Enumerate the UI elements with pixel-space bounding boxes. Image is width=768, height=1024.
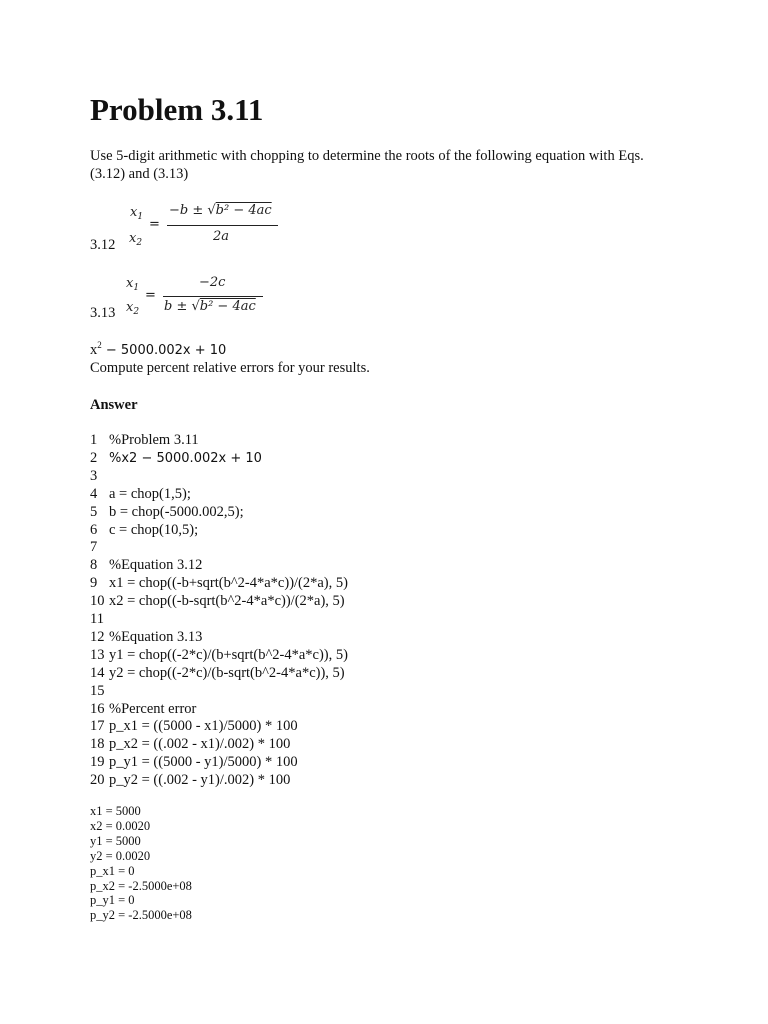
code-line-number: 18 (90, 736, 105, 753)
eq313-label: 3.13 (90, 305, 116, 321)
page-title: Problem 3.11 (90, 92, 264, 127)
code-line (90, 556, 202, 574)
code-line (90, 700, 196, 718)
eq313-numerator: −2c (199, 275, 226, 290)
eq313-equals: = (145, 288, 156, 303)
code-line (90, 628, 202, 646)
code-line (90, 467, 109, 485)
intro-line-2: (3.12) and (3.13) (90, 166, 189, 182)
code-line-number: 8 (90, 557, 98, 574)
code-line-number: 9 (90, 575, 98, 592)
code-line-text: y2 = chop((-2*c)/(b-sqrt(b^2-4*a*c)), 5) (109, 664, 345, 681)
code-line-number: 15 (90, 682, 105, 699)
code-line-number: 12 (90, 628, 105, 645)
code-line-text: %Equation 3.13 (109, 628, 203, 645)
code-line (90, 610, 109, 628)
code-line-number: 1 (90, 432, 98, 448)
code-line (90, 503, 244, 521)
code-line (90, 592, 345, 610)
output-line: p_x1 = 0 (90, 863, 135, 878)
eq312-equals: = (149, 217, 160, 232)
code-line (90, 521, 198, 539)
code-line-text: %Percent error (109, 700, 197, 717)
code-line-number: 16 (90, 700, 105, 717)
output-line: y2 = 0.0020 (90, 848, 151, 863)
code-line-number: 11 (90, 611, 104, 627)
code-line-text: x1 = chop((-b+sqrt(b^2-4*a*c))/(2*a), 5) (109, 575, 348, 592)
code-line-number: 20 (90, 772, 105, 789)
code-line-number: 4 (90, 485, 98, 502)
code-line (90, 753, 298, 771)
code-line-number: 10 (90, 593, 105, 610)
eq312-denominator: 2a (213, 229, 230, 244)
eq312-label: 3.12 (90, 237, 116, 253)
code-line-number: 17 (90, 718, 105, 735)
output-line: y1 = 5000 (90, 833, 141, 848)
code-line-text: %Equation 3.12 (109, 557, 203, 574)
polynomial-equation: $x^2 - 5000.002x + 10$ (90, 340, 227, 358)
code-line-text: %x2 − 5000.002x + 10 (109, 450, 262, 466)
code-line (90, 646, 348, 664)
code-line-number: 2 (90, 449, 98, 466)
code-line-number: 5 (90, 503, 98, 520)
output-line: p_y1 = 0 (90, 893, 135, 908)
code-line-number: 7 (90, 539, 98, 556)
intro-line-1: Use 5-digit arithmetic with chopping to determine the roots of the following equation with Eqs. (90, 148, 644, 164)
code-line-text: b = chop(-5000.002,5); (109, 503, 244, 520)
output-line: x2 = 0.0020 (90, 818, 151, 833)
eq312-fraction-bar (167, 225, 278, 226)
code-line (90, 771, 290, 789)
code-line-number: 14 (90, 664, 105, 681)
code-line (90, 538, 109, 556)
eq312-x1: $x_1$ (130, 205, 144, 222)
code-line (90, 485, 191, 503)
output-line: p_x2 = -2.5000e+08 (90, 878, 192, 893)
code-line (90, 682, 109, 700)
answer-heading: Answer (90, 397, 138, 413)
code-line-text: p_x2 = ((.002 - x1)/.002) * 100 (109, 736, 291, 753)
code-line (90, 431, 199, 449)
code-line-text: p_x1 = ((5000 - x1)/5000) * 100 (109, 718, 298, 735)
eq313-fraction-bar (163, 296, 263, 297)
code-line-text: p_y1 = ((5000 - y1)/5000) * 100 (109, 754, 298, 771)
code-line-number: 19 (90, 754, 105, 771)
code-line-text: c = chop(10,5); (109, 521, 199, 538)
compute-instruction: Compute percent relative errors for your results. (90, 360, 370, 376)
code-line (90, 664, 345, 682)
code-line-text: x2 = chop((-b-sqrt(b^2-4*a*c))/(2*a), 5) (109, 593, 345, 610)
code-line-text: a = chop(1,5); (109, 485, 191, 502)
eq313-x2: $x_2$ (126, 300, 140, 317)
code-line (90, 449, 262, 468)
code-line (90, 735, 290, 753)
eq313-x1: $x_1$ (126, 276, 140, 293)
code-line-number: 3 (90, 467, 98, 484)
code-line-number: 13 (90, 646, 105, 663)
eq312-x2: $x_2$ (129, 231, 143, 248)
output-line: p_y2 = -2.5000e+08 (90, 908, 192, 923)
output-line: x1 = 5000 (90, 804, 141, 818)
code-line (90, 574, 348, 592)
code-line (90, 717, 298, 735)
code-line-text: y1 = chop((-2*c)/(b+sqrt(b^2-4*a*c)), 5) (109, 646, 348, 663)
code-line-number: 6 (90, 521, 98, 538)
code-line-text: %Problem 3.11 (109, 432, 199, 448)
code-line-text: p_y2 = ((.002 - y1)/.002) * 100 (109, 772, 291, 789)
eq312-numerator: −b ± √b² − 4ac (169, 203, 272, 218)
eq313-denominator: b ± √b² − 4ac (164, 299, 256, 314)
